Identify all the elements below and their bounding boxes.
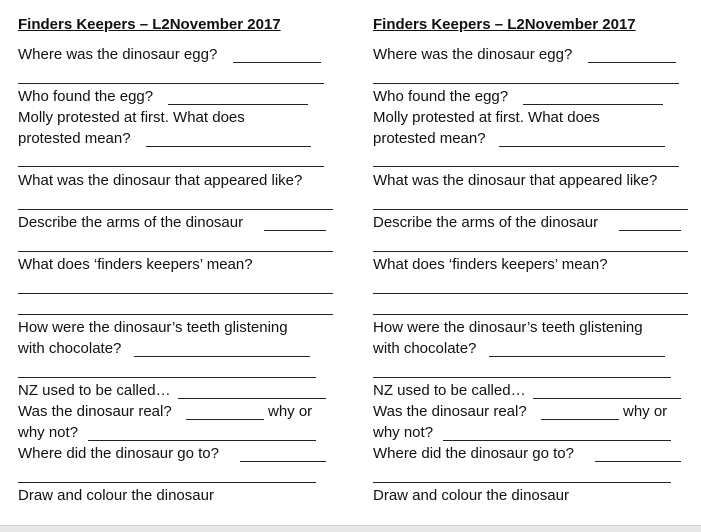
question-go: Where did the dinosaur go to? [373, 445, 574, 462]
question-appeared: What was the dinosaur that appeared like? [373, 172, 658, 189]
answer-line [499, 146, 665, 147]
answer-line [264, 230, 326, 231]
answer-line [18, 166, 324, 167]
question-who-found: Who found the egg? [373, 88, 509, 105]
worksheet-copy-right [373, 0, 701, 525]
question-why-or: why or [268, 403, 313, 420]
answer-line [134, 356, 310, 357]
answer-line [373, 293, 688, 294]
answer-line [186, 419, 264, 420]
answer-line [18, 377, 316, 378]
instruction-draw: Draw and colour the dinosaur [373, 487, 569, 504]
answer-line [373, 482, 671, 483]
question-who-found: Who found the egg? [18, 88, 154, 105]
question-egg: Where was the dinosaur egg? [373, 46, 573, 63]
answer-line [18, 251, 333, 252]
answer-line [18, 83, 324, 84]
question-teeth: How were the dinosaur’s teeth glistening [18, 319, 288, 336]
answer-line [18, 482, 316, 483]
question-why-not: why not? [373, 424, 434, 441]
answer-line [178, 398, 326, 399]
instruction-draw: Draw and colour the dinosaur [18, 487, 214, 504]
answer-line [373, 377, 671, 378]
answer-line [541, 419, 619, 420]
answer-line [523, 104, 663, 105]
question-appeared: What was the dinosaur that appeared like? [18, 172, 303, 189]
question-nz: NZ used to be called… [373, 382, 526, 399]
answer-line [88, 440, 316, 441]
answer-line [373, 166, 679, 167]
worksheet-title: Finders Keepers – L2November 2017 [373, 16, 636, 33]
question-protested-cont: protested mean? [18, 130, 131, 147]
answer-line [443, 440, 671, 441]
question-finders-keepers: What does ‘finders keepers’ mean? [18, 256, 253, 273]
answer-line [373, 83, 679, 84]
question-go: Where did the dinosaur go to? [18, 445, 219, 462]
answer-line [533, 398, 681, 399]
worksheet-title: Finders Keepers – L2November 2017 [18, 16, 281, 33]
answer-line [373, 314, 688, 315]
question-teeth: How were the dinosaur’s teeth glistening [373, 319, 643, 336]
question-arms: Describe the arms of the dinosaur [373, 214, 599, 231]
question-arms: Describe the arms of the dinosaur [18, 214, 244, 231]
answer-line [240, 461, 326, 462]
question-finders-keepers: What does ‘finders keepers’ mean? [373, 256, 608, 273]
question-protested-cont: protested mean? [373, 130, 486, 147]
worksheet-copy-left [18, 0, 348, 525]
question-egg: Where was the dinosaur egg? [18, 46, 218, 63]
answer-line [233, 62, 321, 63]
question-real: Was the dinosaur real? [373, 403, 527, 420]
question-protested: Molly protested at first. What does [18, 109, 245, 126]
answer-line [18, 209, 333, 210]
answer-line [489, 356, 665, 357]
answer-line [373, 209, 688, 210]
answer-line [18, 293, 333, 294]
answer-line [373, 251, 688, 252]
question-why-not: why not? [18, 424, 79, 441]
question-real: Was the dinosaur real? [18, 403, 172, 420]
question-teeth-cont: with chocolate? [18, 340, 122, 357]
question-protested: Molly protested at first. What does [373, 109, 600, 126]
question-teeth-cont: with chocolate? [373, 340, 477, 357]
answer-line [588, 62, 676, 63]
question-why-or: why or [623, 403, 668, 420]
answer-line [595, 461, 681, 462]
answer-line [146, 146, 311, 147]
question-nz: NZ used to be called… [18, 382, 171, 399]
answer-line [168, 104, 308, 105]
answer-line [18, 314, 333, 315]
answer-line [619, 230, 681, 231]
